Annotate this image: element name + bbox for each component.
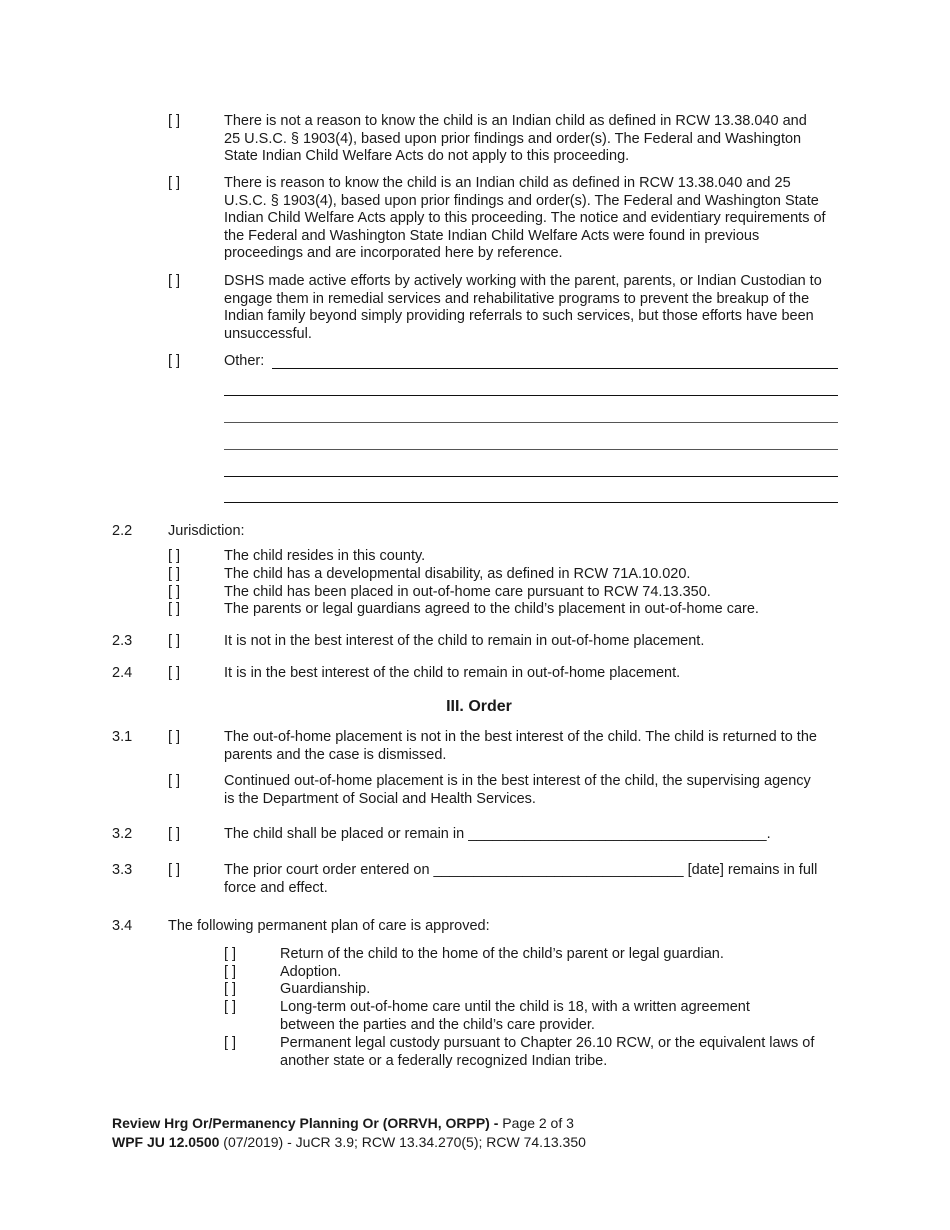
section-number: 2.4 <box>112 665 133 681</box>
checkbox[interactable]: [ ] <box>168 353 181 369</box>
checkbox[interactable]: [ ] <box>168 729 181 745</box>
checkbox[interactable]: [ ] <box>168 633 181 649</box>
footer-citations: (07/2019) - JuCR 3.9; RCW 13.34.270(5); RCW 74.13.350 <box>219 1134 586 1150</box>
order-continued-placement: Continued out-of-home placement is in the best interest of the child, the supervising agency is the Department of Social and Health Services. <box>224 773 811 807</box>
plan-item: Adoption. <box>280 964 342 980</box>
footer-form-number: WPF JU 12.0500 <box>112 1134 220 1150</box>
plan-item: Permanent legal custody pursuant to Chapter 26.10 RCW, or the equivalent laws of another state or a federally recognized Indian tribe. <box>280 1035 815 1069</box>
checkbox[interactable]: [ ] <box>168 584 181 600</box>
prior-order-date-field[interactable]: The prior court order entered on _______________________________ [date] remains in full force and effect. <box>224 862 818 896</box>
finding-no-reason-to-know: There is not a reason to know the child is an Indian child as defined in RCW 13.38.040 and 25 U.S.C. § 1903(4), based upon prior findings and order(s). The Federal and Washington State Indian Child Welfare Acts do not apply to this proceeding. <box>224 113 807 164</box>
section-number: 3.1 <box>112 729 133 745</box>
section-number: 3.4 <box>112 918 133 934</box>
footer-title <box>112 1114 574 1133</box>
checkbox[interactable]: [ ] <box>168 862 181 878</box>
jurisdiction-label: Jurisdiction: <box>168 523 245 539</box>
checkbox[interactable]: [ ] <box>168 273 181 289</box>
jurisdiction-item: The child has been placed in out-of-home care pursuant to RCW 74.13.350. <box>224 584 711 600</box>
finding-reason-to-know: There is reason to know the child is an Indian child as defined in RCW 13.38.040 and 25 U.S.C. § 1903(4), based upon prior findings and order(s). The Federal and Washington State Indian Child Welfare Acts apply to this proceeding. The notice and evidentiary requirements of the Federal and Washington State Indian Child Welfare Acts were found in previous proceedings and are incorporated here by reference. <box>224 175 826 261</box>
other-input-line[interactable] <box>224 395 838 396</box>
checkbox[interactable]: [ ] <box>168 665 181 681</box>
checkbox[interactable]: [ ] <box>168 566 181 582</box>
checkbox[interactable]: [ ] <box>168 601 181 617</box>
jurisdiction-item: The child resides in this county. <box>224 548 426 564</box>
section-number: 2.2 <box>112 523 133 539</box>
order-heading: III. Order <box>446 698 512 715</box>
other-input-line[interactable] <box>224 422 838 423</box>
footer-form-info <box>112 1133 586 1152</box>
placement-field[interactable]: The child shall be placed or remain in _____________________________________. <box>224 826 771 842</box>
checkbox[interactable]: [ ] <box>168 773 181 789</box>
plan-item: Long-term out-of-home care until the child is 18, with a written agreement between the parties and the child’s care provider. <box>280 999 750 1033</box>
plan-item: Guardianship. <box>280 981 371 997</box>
other-label: Other: <box>224 353 265 369</box>
footer-form-title: Review Hrg Or/Permanency Planning Or (ORRVH, ORPP) - <box>112 1115 499 1131</box>
checkbox[interactable]: [ ] <box>224 999 237 1015</box>
other-input-line[interactable] <box>224 502 838 503</box>
other-input-line[interactable] <box>224 476 838 477</box>
footer-page-number: Page 2 of 3 <box>498 1115 574 1131</box>
checkbox[interactable]: [ ] <box>224 946 237 962</box>
other-input-line[interactable] <box>272 368 838 369</box>
checkbox[interactable]: [ ] <box>224 981 237 997</box>
order-returned-to-parents: The out-of-home placement is not in the best interest of the child. The child is returned to the parents and the case is dismissed. <box>224 729 817 763</box>
other-input-line[interactable] <box>224 449 838 450</box>
checkbox[interactable]: [ ] <box>168 175 181 191</box>
checkbox[interactable]: [ ] <box>224 964 237 980</box>
section-number: 2.3 <box>112 633 133 649</box>
section-number: 3.3 <box>112 862 133 878</box>
section-number: 3.2 <box>112 826 133 842</box>
jurisdiction-item: The child has a developmental disability, as defined in RCW 71A.10.020. <box>224 566 691 582</box>
finding-best-interest: It is in the best interest of the child to remain in out-of-home placement. <box>224 665 681 681</box>
checkbox[interactable]: [ ] <box>168 548 181 564</box>
checkbox[interactable]: [ ] <box>168 826 181 842</box>
permanent-plan-label: The following permanent plan of care is approved: <box>168 918 490 934</box>
checkbox[interactable]: [ ] <box>224 1035 237 1051</box>
finding-not-best-interest: It is not in the best interest of the child to remain in out-of-home placement. <box>224 633 705 649</box>
finding-active-efforts: DSHS made active efforts by actively working with the parent, parents, or Indian Custodian to engage them in remedial services and rehabilitative programs to prevent the breakup of the Indian family beyond simply providing referrals to such services, but those efforts have been unsuccessful. <box>224 273 822 342</box>
checkbox[interactable]: [ ] <box>168 113 181 129</box>
jurisdiction-item: The parents or legal guardians agreed to the child’s placement in out-of-home care. <box>224 601 759 617</box>
plan-item: Return of the child to the home of the child’s parent or legal guardian. <box>280 946 724 962</box>
